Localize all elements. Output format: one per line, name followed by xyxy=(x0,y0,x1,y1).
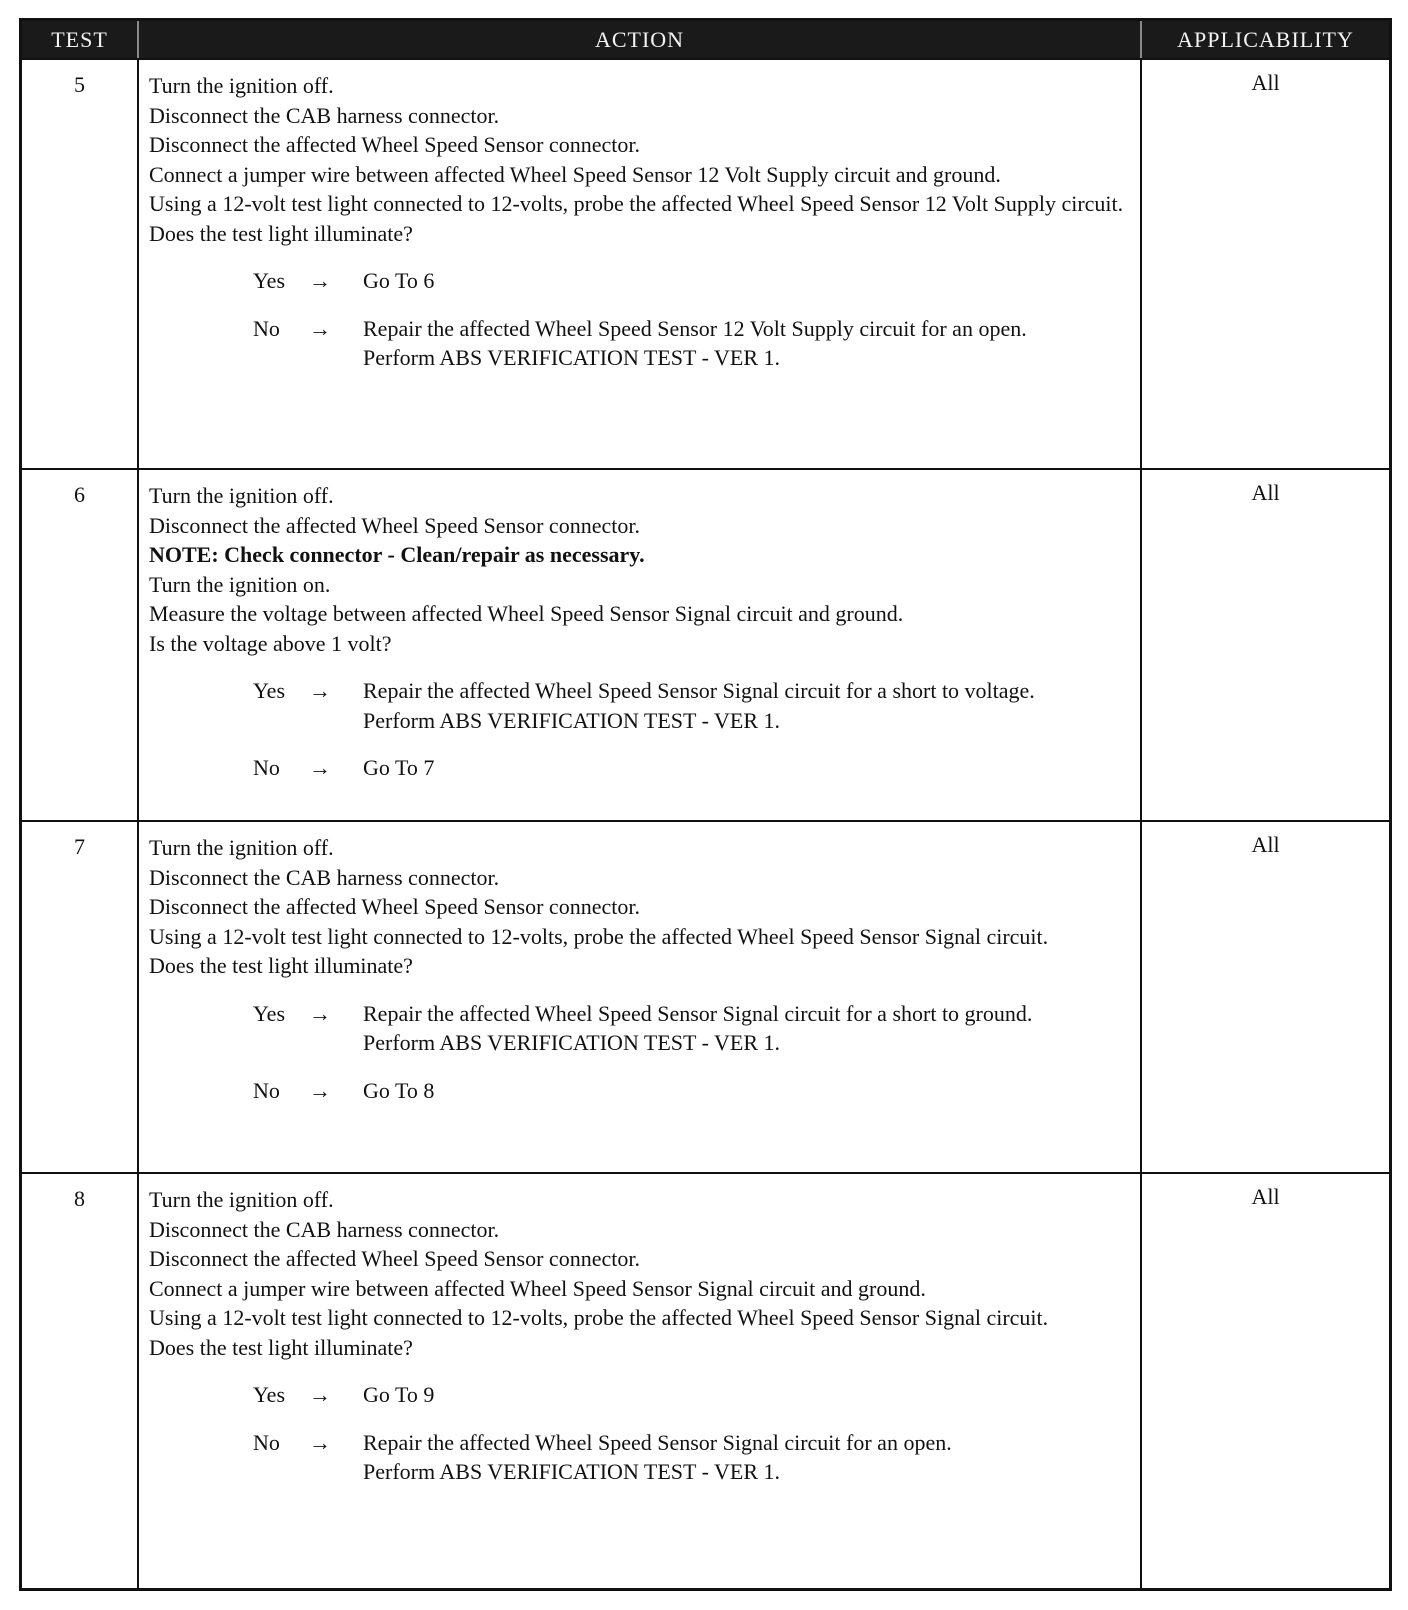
answer-line: Perform ABS VERIFICATION TEST - VER 1. xyxy=(363,707,781,733)
arrow-right-icon: → xyxy=(309,1077,331,1103)
answer-line: Repair the affected Wheel Speed Sensor Signal circuit for a short to ground. xyxy=(363,1000,1033,1026)
answer-result xyxy=(363,753,1132,783)
action-step: Turn the ignition off. xyxy=(149,835,334,860)
no-label: No xyxy=(253,1077,280,1103)
action-step: Disconnect the CAB harness connector. xyxy=(149,1216,500,1242)
yes-answer xyxy=(253,266,1132,296)
answer-line: Go To 9 xyxy=(363,1382,435,1407)
action-step: Does the test light illuminate? xyxy=(149,1334,413,1360)
diagnostic-table xyxy=(19,18,1392,1591)
action-step: Turn the ignition off. xyxy=(149,483,334,508)
yes-label: Yes xyxy=(253,678,286,703)
yes-label: Yes xyxy=(253,1382,286,1407)
action-step: Disconnect the affected Wheel Speed Sensor connector. xyxy=(149,894,640,919)
action-cell xyxy=(139,60,1140,468)
answer-line: Go To 8 xyxy=(363,1077,435,1103)
action-cell xyxy=(139,822,1140,1172)
action-cell xyxy=(139,1174,1140,1590)
no-label: No xyxy=(253,1429,280,1455)
answer-line: Repair the affected Wheel Speed Sensor 12 Volt Supply circuit for an open. xyxy=(363,315,1027,341)
no-answer xyxy=(253,314,1132,373)
yes-answer xyxy=(253,1380,1132,1410)
arrow-right-icon: → xyxy=(309,268,331,293)
test-number: 5 xyxy=(22,60,139,468)
action-step: Does the test light illuminate? xyxy=(149,953,413,978)
answer-line: Perform ABS VERIFICATION TEST - VER 1. xyxy=(363,345,781,370)
test-number: 8 xyxy=(22,1174,139,1590)
action-step: Is the voltage above 1 volt? xyxy=(149,630,392,656)
answer-line: Perform ABS VERIFICATION TEST - VER 1. xyxy=(363,1459,781,1484)
action-step: Does the test light illuminate? xyxy=(149,220,413,246)
arrow-right-icon: → xyxy=(309,1000,331,1026)
table-row xyxy=(22,1174,1389,1590)
arrow-right-icon: → xyxy=(309,1382,331,1407)
action-step: Disconnect the affected Wheel Speed Sensor connector. xyxy=(149,1246,640,1271)
header-applicability: APPLICABILITY xyxy=(1140,21,1389,58)
header-test: TEST xyxy=(22,21,139,58)
answer-result xyxy=(363,1428,1132,1487)
action-step: Disconnect the CAB harness connector. xyxy=(149,864,500,890)
arrow-right-icon: → xyxy=(309,1429,331,1455)
yes-answer xyxy=(253,999,1132,1058)
action-step: Connect a jumper wire between affected Wheel Speed Sensor Signal circuit and ground. xyxy=(149,1275,926,1301)
test-number: 6 xyxy=(22,470,139,820)
arrow-right-icon: → xyxy=(309,755,331,780)
answer-result xyxy=(363,999,1132,1058)
no-answer xyxy=(253,1428,1132,1487)
answer-line: Repair the affected Wheel Speed Sensor Signal circuit for an open. xyxy=(363,1429,952,1455)
applicability-cell: All xyxy=(1140,470,1389,820)
answer-result xyxy=(363,1076,1132,1106)
arrow-right-icon: → xyxy=(309,678,331,703)
test-number: 7 xyxy=(22,822,139,1172)
no-answer xyxy=(253,1076,1132,1106)
note-step: NOTE: Check connector - Clean/repair as necessary. xyxy=(149,542,645,567)
answer-result xyxy=(363,676,1132,735)
table-row xyxy=(22,470,1389,822)
applicability-cell: All xyxy=(1140,60,1389,468)
table-row xyxy=(22,822,1389,1174)
header-action: ACTION xyxy=(594,26,685,52)
action-cell xyxy=(139,470,1140,820)
action-step: Disconnect the CAB harness connector. xyxy=(149,102,500,128)
action-step: Turn the ignition on. xyxy=(149,571,331,597)
action-step: Disconnect the affected Wheel Speed Sensor connector. xyxy=(149,512,640,538)
answer-line: Go To 7 xyxy=(363,755,435,780)
action-step: Turn the ignition off. xyxy=(149,73,334,98)
action-step: Disconnect the affected Wheel Speed Sensor connector. xyxy=(149,132,640,157)
table-header xyxy=(22,21,1389,60)
yes-label: Yes xyxy=(253,268,286,293)
action-step: Connect a jumper wire between affected Wheel Speed Sensor 12 Volt Supply circuit and ground. xyxy=(149,161,1001,187)
answer-line: Repair the affected Wheel Speed Sensor Signal circuit for a short to voltage. xyxy=(363,678,1035,703)
action-step: Measure the voltage between affected Wheel Speed Sensor Signal circuit and ground. xyxy=(149,601,904,626)
action-step: Turn the ignition off. xyxy=(149,1187,334,1212)
action-step: Using a 12-volt test light connected to 12-volts, probe the affected Wheel Speed Sensor 12 Volt Supply circuit. xyxy=(149,191,1124,216)
no-label: No xyxy=(253,315,280,341)
applicability-cell: All xyxy=(1140,822,1389,1172)
answer-line: Perform ABS VERIFICATION TEST - VER 1. xyxy=(363,1030,781,1055)
answer-result xyxy=(363,266,1132,296)
arrow-right-icon: → xyxy=(309,315,331,341)
answer-result xyxy=(363,314,1132,373)
answer-line: Go To 6 xyxy=(363,268,435,293)
action-step: Using a 12-volt test light connected to 12-volts, probe the affected Wheel Speed Sensor Signal circuit. xyxy=(149,1305,1049,1330)
no-label: No xyxy=(253,755,280,780)
yes-label: Yes xyxy=(253,1000,286,1026)
answer-result xyxy=(363,1380,1132,1410)
table-row xyxy=(22,60,1389,470)
yes-answer xyxy=(253,676,1132,735)
no-answer xyxy=(253,753,1132,783)
action-step: Using a 12-volt test light connected to 12-volts, probe the affected Wheel Speed Sensor Signal circuit. xyxy=(149,923,1049,949)
applicability-cell: All xyxy=(1140,1174,1389,1590)
